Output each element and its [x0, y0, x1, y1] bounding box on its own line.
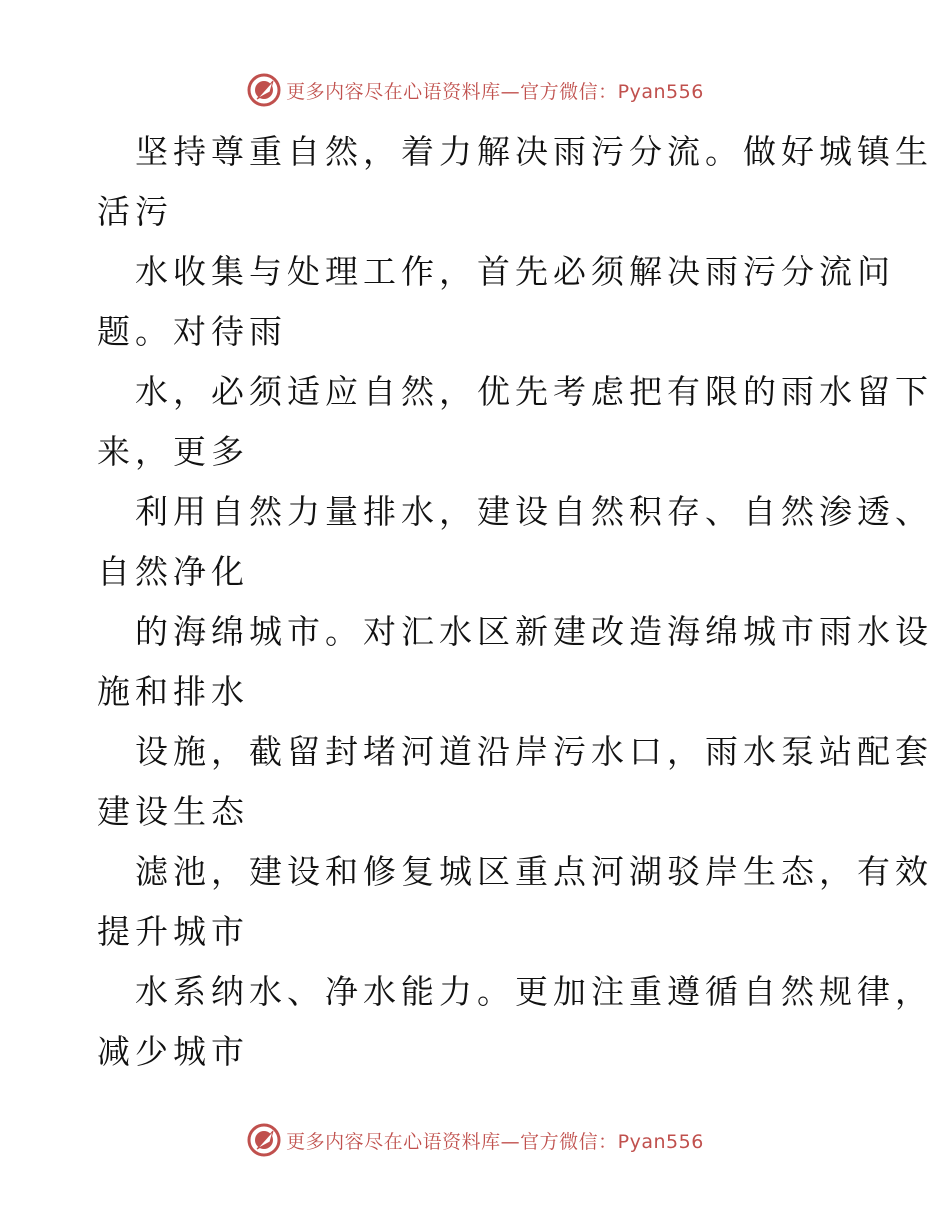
- paragraph-line: 水，必须适应自然，优先考虑把有限的雨水留下: [135, 372, 933, 411]
- quill-logo-icon: [246, 1122, 282, 1158]
- paragraph: [97, 242, 895, 362]
- footer-banner: [0, 1120, 950, 1160]
- paragraph-line: 题。对待雨: [97, 312, 287, 351]
- paragraph: [97, 722, 933, 842]
- document-body: [97, 122, 933, 1082]
- paragraph-line: 来，更多: [97, 432, 249, 471]
- paragraph-line: 提升城市: [97, 912, 249, 951]
- paragraph-line: 坚持尊重自然，着力解决雨污分流。做好城镇生: [135, 132, 933, 171]
- paragraph-line: 滤池，建设和修复城区重点河湖驳岸生态，有效: [135, 852, 933, 891]
- quill-logo-icon: [246, 72, 282, 108]
- paragraph-line: 的海绵城市。对汇水区新建改造海绵城市雨水设: [135, 612, 933, 651]
- footer-banner-text: 更多内容尽在心语资料库—官方微信：Pyan556: [286, 1130, 704, 1153]
- paragraph-line: 施和排水: [97, 672, 249, 711]
- paragraph-line: 活污: [97, 192, 173, 231]
- paragraph-line: 设施，截留封堵河道沿岸污水口，雨水泵站配套: [135, 732, 933, 771]
- paragraph: [97, 602, 933, 722]
- paragraph: [97, 482, 933, 602]
- paragraph-line: 水收集与处理工作，首先必须解决雨污分流问: [135, 252, 895, 291]
- paragraph-line: 减少城市: [97, 1032, 249, 1071]
- header-banner-text: 更多内容尽在心语资料库—官方微信：Pyan556: [286, 80, 704, 103]
- header-banner: [0, 70, 950, 110]
- paragraph-line: 水系纳水、净水能力。更加注重遵循自然规律，: [135, 972, 933, 1011]
- paragraph: [97, 122, 933, 242]
- paragraph: [97, 842, 933, 962]
- paragraph: [97, 962, 933, 1082]
- paragraph-line: 建设生态: [97, 792, 249, 831]
- paragraph-line: 利用自然力量排水，建设自然积存、自然渗透、: [135, 492, 933, 531]
- paragraph: [97, 362, 933, 482]
- paragraph-line: 自然净化: [97, 552, 249, 591]
